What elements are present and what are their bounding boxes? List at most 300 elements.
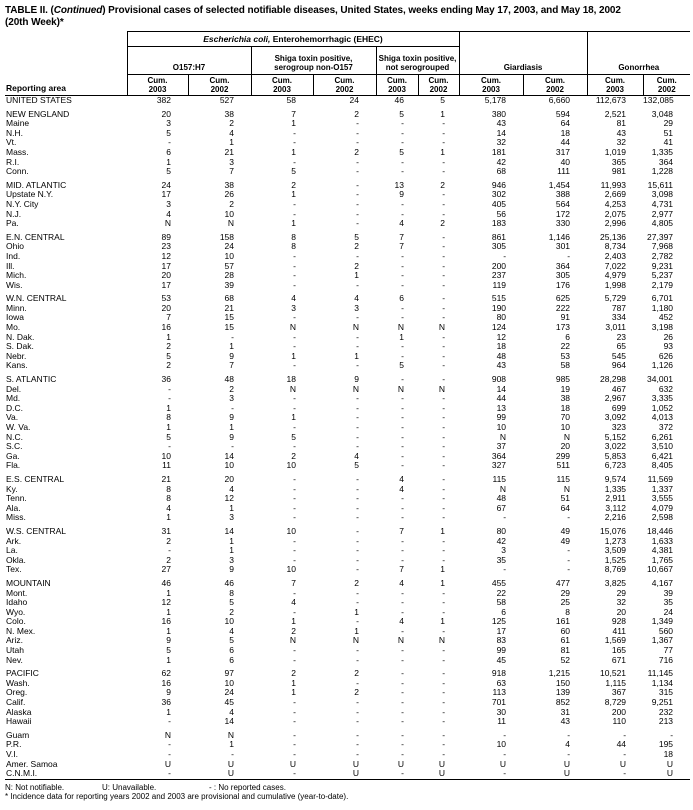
value-cell: N	[397, 635, 404, 646]
value-cell: U	[523, 769, 587, 779]
value-cell: 232	[658, 706, 674, 717]
value-cell: 5	[166, 350, 171, 361]
table-row	[5, 323, 690, 333]
value-cell: -	[442, 512, 446, 523]
value-cell: -	[442, 189, 446, 200]
value-cell: -	[442, 198, 446, 209]
value-cell: 2,075	[604, 208, 627, 219]
value-cell: 21	[224, 302, 234, 313]
value-cell: -	[401, 412, 404, 423]
value-cell: 7	[399, 231, 404, 242]
value-cell: 18	[560, 402, 571, 413]
value-cell: 24	[349, 95, 359, 105]
value-cell: -	[356, 554, 359, 565]
value-cell: 3,022	[604, 441, 627, 452]
value-cell: -	[442, 422, 446, 432]
table-header	[5, 32, 690, 96]
value-cell: -	[401, 512, 404, 523]
value-cell: 10	[286, 460, 296, 471]
table-row	[5, 167, 690, 177]
value-cell: -	[503, 564, 507, 575]
value-cell: 42	[496, 535, 507, 546]
value-cell: 1,335	[651, 146, 674, 157]
value-cell: -	[293, 587, 296, 598]
value-cell: 2	[291, 450, 296, 461]
value-cell: 1,525	[604, 554, 627, 565]
value-cell: N	[499, 483, 507, 494]
value-cell: -	[356, 473, 359, 484]
value-cell: 1	[440, 108, 446, 119]
table-row	[5, 413, 690, 423]
value-cell: -	[293, 545, 296, 556]
table-row	[5, 636, 690, 646]
value-cell: N	[227, 218, 234, 229]
value-cell: -	[231, 749, 234, 759]
value-cell: 5	[399, 108, 404, 119]
table-row	[5, 698, 690, 708]
value-cell: 9,231	[651, 260, 674, 271]
value-cell: 1	[399, 331, 404, 342]
value-cell: -	[401, 127, 404, 138]
value-cell: 2	[229, 198, 234, 209]
value-cell: 861	[491, 231, 507, 242]
table-row	[5, 271, 690, 281]
value-cell: 364	[658, 156, 674, 167]
value-cell: 5	[440, 95, 446, 105]
reporting-area-cell: Va.	[6, 412, 19, 423]
value-cell: 2,179	[651, 279, 674, 290]
value-cell: N	[397, 383, 404, 394]
table-row	[5, 669, 690, 679]
value-cell: 2	[354, 577, 359, 588]
value-cell: 3,825	[604, 577, 627, 588]
reporting-area-cell: Calif.	[6, 697, 26, 708]
value-cell: 3,335	[651, 393, 674, 404]
value-cell: -	[231, 331, 234, 342]
value-cell: -	[401, 350, 404, 361]
value-cell: 14	[496, 127, 507, 138]
value-cell: 3	[291, 302, 296, 313]
value-cell: 2,996	[604, 218, 627, 229]
table-row	[5, 708, 690, 718]
table-row	[5, 333, 690, 343]
value-cell: 10	[224, 460, 234, 471]
value-cell: 625	[555, 293, 571, 304]
table-row	[5, 589, 690, 599]
value-cell: U	[418, 769, 459, 779]
value-cell: 334	[611, 312, 627, 323]
value-cell: 2	[166, 360, 171, 371]
value-cell: 115	[556, 473, 571, 484]
value-cell: -	[442, 597, 446, 608]
footnotes	[5, 783, 690, 802]
value-cell: 852	[555, 697, 571, 708]
value-cell: -	[401, 535, 404, 546]
reporting-area-cell: Idaho	[6, 597, 28, 608]
value-cell: 45	[224, 697, 234, 708]
reporting-area-cell: Nev.	[6, 654, 23, 665]
value-cell: -	[168, 441, 171, 452]
value-cell: 299	[555, 450, 571, 461]
value-cell: 1	[291, 412, 296, 423]
value-cell: -	[459, 769, 523, 779]
value-cell: 8	[229, 587, 234, 598]
value-cell: 1	[291, 616, 296, 627]
value-cell: 41	[663, 137, 674, 148]
value-cell: -	[356, 431, 359, 442]
value-cell: 52	[560, 654, 571, 665]
value-cell: 1,335	[604, 483, 627, 494]
value-cell: 2	[354, 668, 359, 679]
value-cell: -	[401, 341, 404, 352]
value-cell: -	[356, 393, 359, 404]
value-cell: -	[401, 118, 404, 129]
value-cell: 302	[491, 189, 507, 200]
value-cell: 6	[501, 606, 507, 617]
table-row	[5, 513, 690, 523]
value-cell: 380	[491, 108, 507, 119]
value-cell: 222	[555, 302, 571, 313]
value-cell: 15,076	[600, 525, 627, 536]
table-row	[5, 252, 690, 262]
value-cell: -	[401, 166, 404, 177]
value-cell: -	[401, 625, 404, 636]
value-cell: -	[442, 502, 446, 513]
value-cell: U	[289, 758, 296, 769]
value-cell: 4,381	[651, 545, 674, 556]
value-cell: 477	[555, 577, 571, 588]
value-cell: -	[442, 625, 446, 636]
reporting-area-cell: Iowa	[6, 312, 24, 323]
reporting-area-cell: W. Va.	[6, 422, 31, 432]
table-row	[5, 579, 690, 589]
value-cell: 22	[560, 341, 571, 352]
table-title-line1: TABLE II. (Continued) Provisional cases of selected notifiable diseases, United States, weeks ending May 17, 2003, and May 18, 2002	[5, 5, 621, 16]
value-cell: -	[503, 250, 507, 261]
reporting-area-cell: W.S. CENTRAL	[6, 525, 66, 536]
value-cell: 2,521	[604, 108, 627, 119]
table-row	[5, 442, 690, 452]
value-cell: 6,723	[604, 460, 627, 471]
value-cell: 11,145	[647, 668, 674, 679]
reporting-area-cell: N. Dak.	[6, 331, 35, 342]
value-cell: 5	[166, 431, 171, 442]
value-cell: -	[623, 729, 627, 740]
value-cell: -	[293, 502, 296, 513]
value-cell: 367	[611, 687, 627, 698]
table-row	[5, 190, 690, 200]
value-cell: 671	[611, 654, 627, 665]
value-cell: 24	[224, 687, 234, 698]
value-cell: 4	[291, 293, 296, 304]
reporting-area-cell: Ill.	[6, 260, 15, 271]
value-cell: 27	[161, 564, 171, 575]
value-cell: -	[401, 270, 404, 281]
reporting-area-cell: Ala.	[6, 502, 21, 513]
value-cell: 918	[491, 668, 507, 679]
value-cell: 125	[491, 616, 507, 627]
value-cell: 3,112	[605, 502, 627, 513]
value-cell: 1	[229, 545, 234, 556]
value-cell: -	[442, 545, 446, 556]
value-cell: -	[356, 137, 359, 148]
value-cell: 8,729	[604, 697, 627, 708]
value-cell: 4,079	[651, 502, 674, 513]
column-header-cum-2003: Cum. 2003	[251, 75, 313, 96]
value-cell: 20	[161, 302, 171, 313]
reporting-area-cell: Del.	[6, 383, 22, 394]
value-cell: 5	[166, 645, 171, 656]
value-cell: -	[442, 606, 446, 617]
value-cell: 31	[161, 525, 171, 536]
value-cell: -	[356, 545, 359, 556]
value-cell: 58	[496, 597, 507, 608]
value-cell: -	[293, 360, 296, 371]
value-cell: 2	[229, 383, 234, 394]
value-cell: -	[293, 127, 296, 138]
value-cell: -	[442, 312, 446, 323]
value-cell: 787	[611, 302, 627, 313]
value-cell: 38	[224, 108, 234, 119]
value-cell: 6,261	[651, 431, 674, 442]
value-cell: 12	[161, 597, 171, 608]
value-cell: 981	[611, 166, 627, 177]
table-row	[5, 608, 690, 618]
table-body	[5, 96, 690, 780]
reporting-area-cell: Mont.	[6, 587, 28, 598]
value-cell: 3,198	[651, 322, 674, 333]
value-cell: 3,510	[651, 441, 674, 452]
table-row	[5, 556, 690, 566]
value-cell: N	[499, 431, 507, 442]
value-cell: -	[567, 545, 571, 556]
value-cell: -	[293, 749, 296, 759]
value-cell: 64	[560, 118, 571, 129]
table-row	[5, 750, 690, 760]
value-cell: 132,085	[643, 95, 674, 105]
value-cell: 89	[161, 231, 171, 242]
table-row	[5, 200, 690, 210]
value-cell: 8	[166, 412, 171, 423]
value-cell: 327	[491, 460, 507, 471]
value-cell: 1,454	[548, 179, 571, 190]
value-cell: 5	[399, 146, 404, 157]
value-cell: -	[442, 350, 446, 361]
value-cell: -	[168, 545, 171, 556]
column-header-cum-2003: Cum. 2003	[376, 75, 418, 96]
value-cell: 9	[166, 635, 171, 646]
table-row	[5, 769, 690, 779]
value-cell: -	[293, 250, 296, 261]
value-cell: 5,853	[604, 450, 627, 461]
table-row	[5, 181, 690, 191]
value-cell: 1	[229, 341, 234, 352]
value-cell: -	[442, 483, 446, 494]
value-cell: -	[442, 156, 446, 167]
value-cell: 10	[224, 616, 234, 627]
value-cell: -	[293, 483, 296, 494]
value-cell: -	[401, 645, 404, 656]
value-cell: -	[127, 769, 188, 779]
value-cell: 111	[557, 166, 571, 177]
table-row	[5, 423, 690, 433]
value-cell: 19	[560, 383, 571, 394]
value-cell: 99	[496, 412, 507, 423]
value-cell: 2,598	[651, 512, 674, 523]
value-cell: 35	[663, 597, 674, 608]
value-cell: -	[442, 166, 446, 177]
value-cell: 1	[229, 137, 234, 148]
value-cell: 452	[658, 312, 674, 323]
value-cell: -	[401, 677, 404, 688]
value-cell: 10	[560, 422, 571, 432]
value-cell: 29	[663, 118, 674, 129]
table-row	[5, 504, 690, 514]
table-row	[5, 281, 690, 291]
value-cell: -	[401, 716, 404, 727]
value-cell: 1	[440, 577, 446, 588]
value-cell: 43	[496, 360, 507, 371]
table-row	[5, 485, 690, 495]
footnote-u: U: Unavailable.	[102, 782, 157, 792]
value-cell: -	[401, 137, 404, 148]
value-cell: -	[401, 697, 404, 708]
value-cell: 83	[496, 635, 507, 646]
value-cell: 17	[161, 279, 171, 290]
value-cell: 31	[560, 706, 571, 717]
value-cell: 4	[354, 450, 359, 461]
footnote-asterisk: * Incidence data for reporting years 2002 and 2003 are provisional and cumulative (year-to-date).	[5, 792, 349, 802]
value-cell: N	[289, 383, 296, 394]
value-cell: 34,001	[647, 374, 674, 385]
value-cell: 10	[286, 564, 296, 575]
value-cell: -	[442, 250, 446, 261]
reporting-area-cell: Ariz.	[6, 635, 23, 646]
value-cell: 113	[492, 687, 507, 698]
value-cell: 4	[565, 739, 571, 750]
value-cell: -	[401, 687, 404, 698]
value-cell: 701	[491, 697, 507, 708]
value-cell: 10	[496, 422, 507, 432]
value-cell: 1,228	[651, 166, 674, 177]
value-cell: U	[666, 758, 674, 769]
value-cell: -	[356, 729, 359, 740]
value-cell: 372	[658, 422, 674, 432]
value-cell: -	[401, 502, 404, 513]
value-cell: -	[503, 729, 507, 740]
value-cell: 115	[492, 473, 507, 484]
value-cell: 1,126	[651, 360, 674, 371]
table-row	[5, 740, 690, 750]
value-cell: -	[401, 402, 404, 413]
value-cell: 77	[663, 645, 674, 656]
value-cell: 1,180	[651, 302, 674, 313]
value-cell: 190	[491, 302, 507, 313]
value-cell: 161	[555, 616, 571, 627]
value-cell: -	[356, 716, 359, 727]
value-cell: 81	[560, 645, 571, 656]
value-cell: 2	[291, 668, 296, 679]
value-cell: 4,805	[651, 218, 674, 229]
value-cell: U	[619, 758, 627, 769]
value-cell: 7	[399, 241, 404, 252]
value-cell: -	[293, 554, 296, 565]
value-cell: 411	[612, 625, 627, 636]
value-cell: 301	[555, 241, 571, 252]
value-cell: 9	[229, 350, 234, 361]
column-group-gonorrhea: Gonorrhea	[587, 32, 690, 75]
value-cell: 5	[354, 460, 359, 471]
table-row	[5, 656, 690, 666]
value-cell: -	[401, 312, 404, 323]
table-row	[5, 679, 690, 689]
reporting-area-cell: Mass.	[6, 146, 29, 157]
value-cell: 80	[496, 525, 507, 536]
value-cell: -	[356, 564, 359, 575]
value-cell: 18	[560, 127, 571, 138]
value-cell: -	[356, 312, 359, 323]
column-header-reporting-area: Reporting area	[5, 32, 127, 96]
value-cell: 15	[224, 322, 234, 333]
table-row	[5, 294, 690, 304]
value-cell: 25	[560, 597, 571, 608]
table-row	[5, 110, 690, 120]
value-cell: -	[442, 729, 446, 740]
value-cell: 24	[224, 241, 234, 252]
value-cell: 36	[161, 374, 171, 385]
value-cell: 4,731	[651, 198, 674, 209]
reporting-area-cell: N.J.	[6, 208, 22, 219]
value-cell: U	[397, 758, 404, 769]
value-cell: -	[401, 654, 404, 665]
value-cell: 80	[496, 312, 507, 323]
value-cell: 6	[399, 293, 404, 304]
value-cell: 32	[616, 137, 627, 148]
value-cell: 5,237	[651, 270, 674, 281]
value-cell: 2	[354, 108, 359, 119]
value-cell: 2	[166, 535, 171, 546]
value-cell: 68	[224, 293, 234, 304]
value-cell: 20	[224, 473, 234, 484]
value-cell: 5	[229, 635, 234, 646]
value-cell: -	[442, 302, 446, 313]
value-cell: 14	[224, 450, 234, 461]
value-cell: 388	[555, 189, 571, 200]
value-cell: 1	[166, 402, 171, 413]
value-cell: 3	[229, 554, 234, 565]
value-cell: 15	[224, 312, 234, 323]
table-row	[5, 688, 690, 698]
value-cell: -	[293, 706, 296, 717]
value-cell: 8	[291, 231, 296, 242]
value-cell: -	[293, 606, 296, 617]
value-cell: -	[567, 729, 571, 740]
value-cell: 44	[496, 393, 507, 404]
value-cell: 632	[658, 383, 674, 394]
value-cell: 364	[491, 450, 507, 461]
value-cell: 46	[224, 577, 234, 588]
value-cell: -	[401, 606, 404, 617]
value-cell: 3,555	[651, 493, 674, 504]
value-cell: 44	[616, 739, 627, 750]
value-cell: 2,977	[651, 208, 674, 219]
value-cell: -	[293, 729, 296, 740]
value-cell: -	[356, 279, 359, 290]
value-cell: 9	[229, 564, 234, 575]
value-cell: 985	[555, 374, 571, 385]
value-cell: 7	[291, 108, 296, 119]
value-cell: 716	[658, 654, 674, 665]
